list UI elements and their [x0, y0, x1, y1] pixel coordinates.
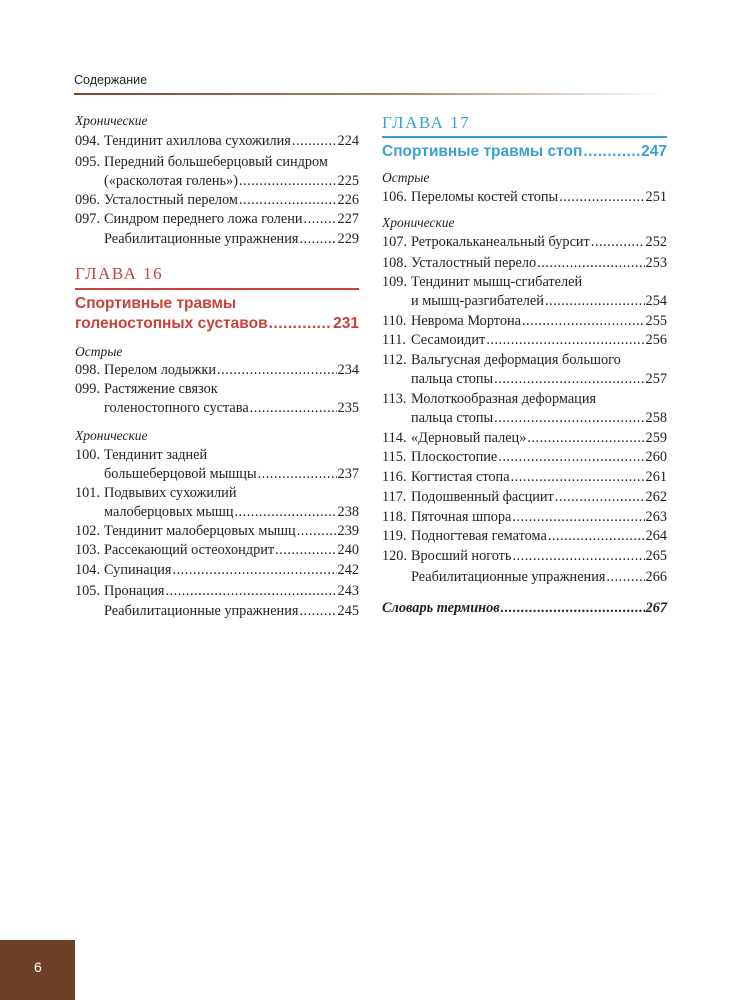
leader-dots [559, 188, 644, 207]
leader-dots [511, 468, 645, 487]
leader-dots [299, 230, 336, 249]
running-header [74, 73, 664, 95]
subsection-chronic: Хронические [75, 113, 148, 128]
leader-dots [297, 522, 337, 541]
leader-dots [269, 314, 333, 334]
toc-entry[interactable]: 096. Усталостный перелом ..... 226 [75, 191, 359, 210]
page-ref: 242 [337, 562, 359, 578]
page-ref: 239 [337, 523, 359, 539]
chapter-rule [75, 288, 359, 290]
page-ref: 237 [337, 466, 359, 482]
page-ref: 234 [337, 362, 359, 378]
leader-dots [548, 527, 645, 546]
toc-entry[interactable]: 114. «Дерновый палец» ..... 259 [382, 429, 667, 448]
subsection-acute: Острые [75, 344, 123, 359]
page-ref: 261 [645, 469, 667, 485]
leader-dots [606, 568, 644, 587]
page-ref: 266 [645, 569, 667, 585]
page-ref: 224 [337, 133, 359, 149]
leader-dots [239, 191, 337, 210]
leader-dots [234, 503, 336, 522]
leader-dots [299, 602, 336, 621]
toc-entry[interactable]: 120. Вросший ноготь ..... 265 [382, 547, 667, 566]
chapter-title[interactable]: Спортивные травмы стоп ..... 247 [382, 142, 667, 162]
page-ref: 226 [337, 192, 359, 208]
chapter-label: ГЛАВА 17 [382, 113, 471, 132]
toc-entry[interactable]: 097. Синдром переднего ложа голени ..... 227 [75, 210, 359, 229]
page-number: 6 [34, 959, 42, 975]
toc-entry[interactable]: 104. Супинация ..... 242 [75, 561, 359, 580]
chapter-title[interactable]: Спортивные травмы голеностопных суставов ..... 231 [75, 294, 359, 334]
leader-dots [545, 292, 645, 311]
page-ref: 254 [645, 293, 667, 309]
page-ref: 235 [337, 400, 359, 416]
leader-dots [217, 361, 337, 380]
page-ref: 225 [337, 173, 359, 189]
leader-dots [522, 312, 645, 331]
toc-entry[interactable]: 115. Плоскостопие ..... 260 [382, 448, 667, 467]
page-ref: 259 [645, 430, 667, 446]
page-ref: 255 [645, 313, 667, 329]
toc-entry[interactable]: 107. Ретрокальканеальный бурсит ..... 252 [382, 233, 667, 252]
page-ref: 245 [337, 603, 359, 619]
toc-entry[interactable]: Реабилитационные упражнения ..... 266 [382, 568, 667, 587]
leader-dots [166, 582, 337, 601]
toc-entry[interactable]: 111. Сесамоидит ..... 256 [382, 331, 667, 350]
toc-entry[interactable]: 118. Пяточная шпора ..... 263 [382, 508, 667, 527]
page-ref: 260 [645, 449, 667, 465]
subsection-chronic: Хронические [75, 428, 148, 443]
page-ref: 252 [645, 234, 667, 250]
leader-dots [501, 600, 645, 617]
header-rule [74, 93, 664, 95]
toc-entry[interactable]: 109. Тендинит мышц-сгибателей и мышц-разгибателей ..... 254 [382, 273, 667, 311]
page-ref: 240 [337, 542, 359, 558]
page-ref: 229 [337, 231, 359, 247]
leader-dots [250, 399, 337, 418]
toc-entry[interactable]: 095. Передний большеберцовый синдром («расколотая голень») ..... 225 [75, 153, 359, 191]
toc-entry[interactable]: 101. Подвывих сухожилий малоберцовых мышц ..... 238 [75, 484, 359, 522]
leader-dots [591, 233, 645, 252]
toc-entry[interactable]: 113. Молоткообразная деформация пальца стопы ..... 258 [382, 390, 667, 428]
toc-entry[interactable]: 119. Подногтевая гематома ..... 264 [382, 527, 667, 546]
page-ref: 267 [645, 600, 667, 616]
running-header-title: Содержание [74, 73, 148, 87]
page-ref: 227 [337, 211, 359, 227]
subsection-acute: Острые [382, 170, 430, 185]
page-ref: 231 [333, 315, 359, 332]
toc-entry[interactable]: 103. Рассекающий остеохондрит ..... 240 [75, 541, 359, 560]
page-ref: 243 [337, 583, 359, 599]
leader-dots [304, 210, 337, 229]
page-ref: 258 [645, 410, 667, 426]
leader-dots [275, 541, 336, 560]
chapter-rule [382, 136, 667, 138]
leader-dots [258, 465, 337, 484]
toc-entry[interactable]: 100. Тендинит задней большеберцовой мышцы ..... 237 [75, 446, 359, 484]
page-ref: 247 [641, 143, 667, 160]
toc-entry[interactable]: 102. Тендинит малоберцовых мышц ..... 239 [75, 522, 359, 541]
page-ref: 238 [337, 504, 359, 520]
toc-entry[interactable]: Реабилитационные упражнения ..... 229 [75, 230, 359, 249]
page-ref: 253 [645, 255, 667, 271]
glossary-entry[interactable]: Словарь терминов ..... 267 [382, 600, 667, 617]
subsection-chronic: Хронические [382, 215, 455, 230]
page-number-tab [0, 940, 75, 1000]
toc-entry[interactable]: Реабилитационные упражнения ..... 245 [75, 602, 359, 621]
leader-dots [527, 429, 644, 448]
page-ref: 256 [645, 332, 667, 348]
leader-dots [583, 142, 640, 162]
page-ref: 257 [645, 371, 667, 387]
leader-dots [537, 254, 644, 273]
leader-dots [512, 508, 644, 527]
leader-dots [239, 172, 337, 191]
leader-dots [512, 547, 644, 566]
page-ref: 264 [645, 528, 667, 544]
toc-entry[interactable]: 094. Тендинит ахиллова сухожилия ..... 224 [75, 132, 359, 151]
page-ref: 265 [645, 548, 667, 564]
leader-dots [494, 370, 644, 389]
leader-dots [486, 331, 644, 350]
leader-dots [292, 132, 337, 151]
toc-entry[interactable]: 098. Перелом лодыжки ..... 234 [75, 361, 359, 380]
toc-entry[interactable]: 106. Переломы костей стопы ..... 251 [382, 188, 667, 207]
toc-entry[interactable]: 099. Растяжение связок голеностопного сустава ..... 235 [75, 380, 359, 418]
toc-entry[interactable]: 105. Пронация ..... 243 [75, 582, 359, 601]
toc-entry[interactable]: 108. Усталостный перело ..... 253 [382, 254, 667, 273]
toc-entry[interactable]: 110. Неврома Мортона ..... 255 [382, 312, 667, 331]
toc-entry[interactable]: 117. Подошвенный фасциит ..... 262 [382, 488, 667, 507]
leader-dots [555, 488, 645, 507]
toc-entry[interactable]: 116. Когтистая стопа ..... 261 [382, 468, 667, 487]
page-ref: 251 [645, 189, 667, 205]
page-ref: 263 [645, 509, 667, 525]
chapter-label: ГЛАВА 16 [75, 264, 164, 283]
toc-entry[interactable]: 112. Вальгусная деформация большого пальца стопы ..... 257 [382, 351, 667, 389]
leader-dots [498, 448, 644, 467]
leader-dots [494, 409, 644, 428]
leader-dots [173, 561, 337, 580]
page-ref: 262 [645, 489, 667, 505]
